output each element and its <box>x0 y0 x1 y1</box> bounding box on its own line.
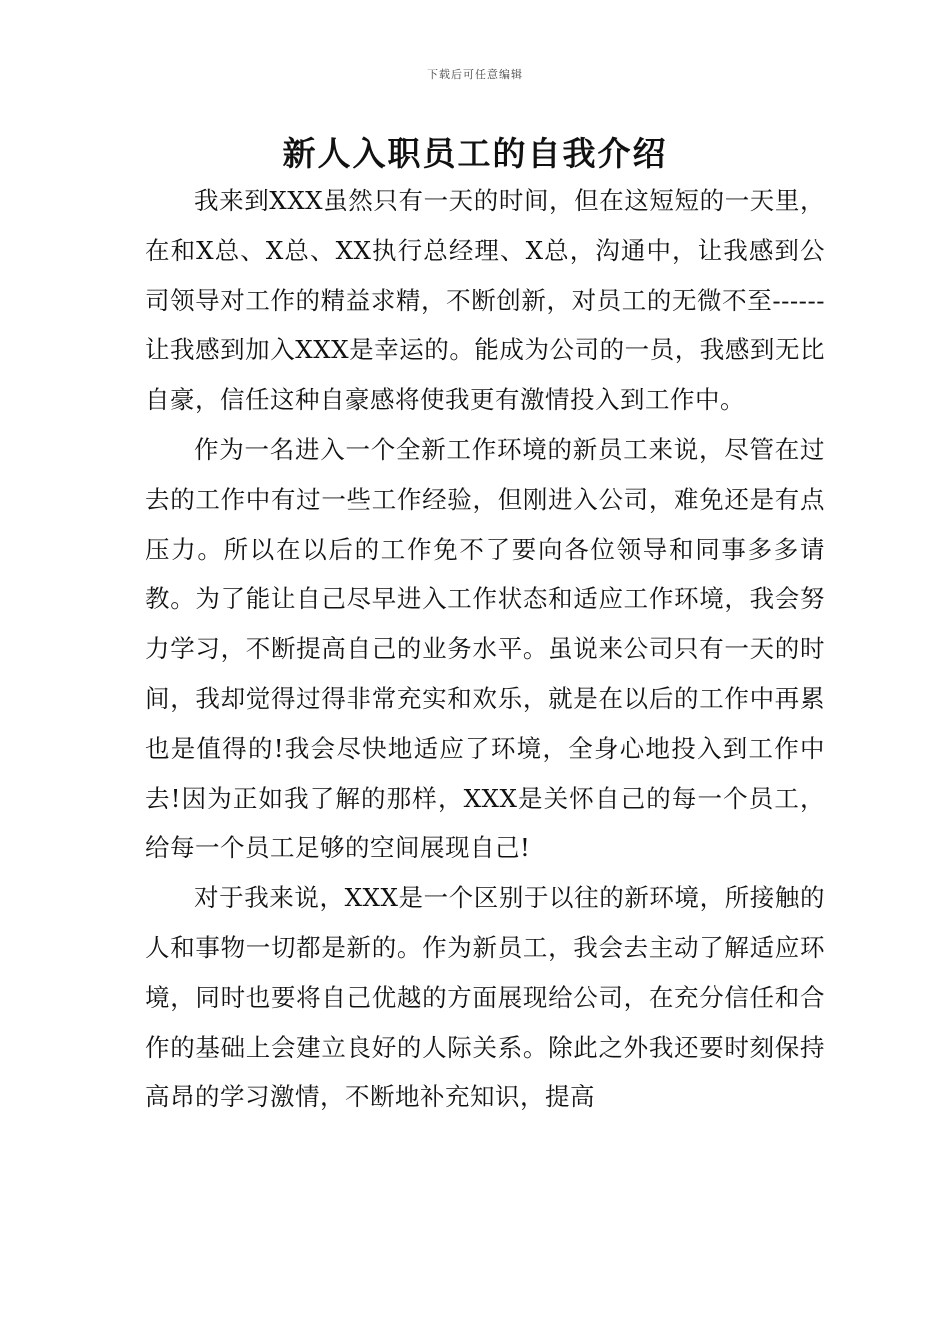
document-body <box>145 176 825 1122</box>
paragraph: 我来到XXX虽然只有一天的时间，但在这短短的一天里，在和X总、X总、XX执行总经理、X总，沟通中，让我感到公司领导对工作的精益求精，不断创新，对员工的无微不至------让我感到加入XXX是幸运的。能成为公司的一员，我感到无比自豪，信任这种自豪感将使我更有激情投入到工作中。 <box>145 186 825 415</box>
header-note: 下载后可任意编辑 <box>427 68 523 81</box>
document-title: 新人入职员工的自我介绍 <box>282 134 668 173</box>
paragraph: 作为一名进入一个全新工作环境的新员工来说，尽管在过去的工作中有过一些工作经验，但刚进入公司，难免还是有点压力。所以在以后的工作免不了要向各位领导和同事多多请教。为了能让自己尽早进入工作状态和适应工作环境，我会努力学习，不断提高自己的业务水平。虽说来公司只有一天的时间，我却觉得过得非常充实和欢乐，就是在以后的工作中再累也是值得的!我会尽快地适应了环境，全身心地投入到工作中去!因为正如我了解的那样，XXX是关怀自己的每一个员工，给每一个员工足够的空间展现自己! <box>145 434 825 863</box>
paragraph: 对于我来说，XXX是一个区别于以往的新环境，所接触的人和事物一切都是新的。作为新员工，我会去主动了解适应环境，同时也要将自己优越的方面展现给公司，在充分信任和合作的基础上会建立良好的人际关系。除此之外我还要时刻保持高昂的学习激情，不断地补充知识，提高 <box>145 883 825 1112</box>
